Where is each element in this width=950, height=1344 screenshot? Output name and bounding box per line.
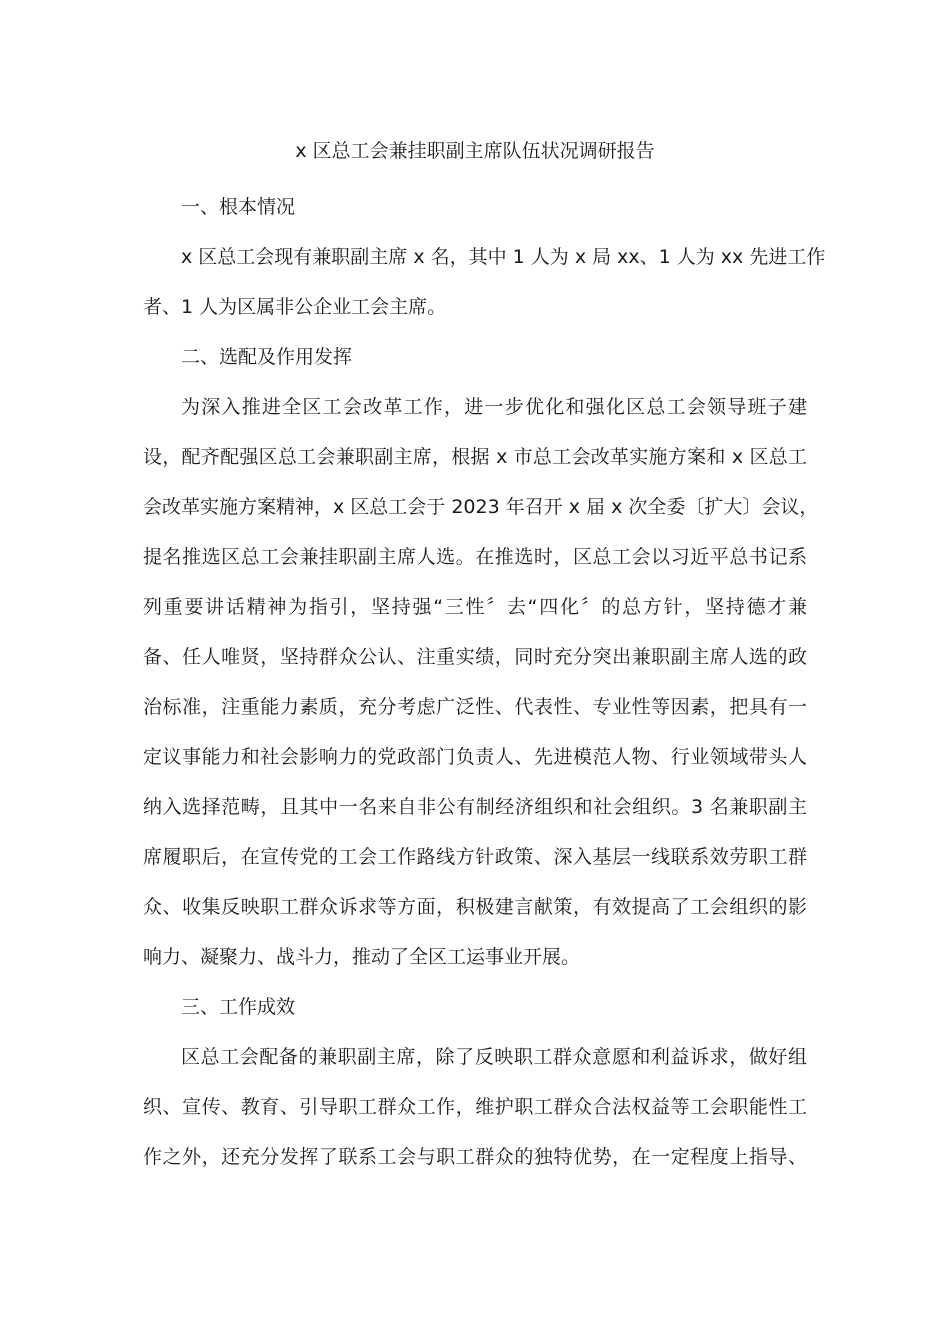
section-heading-3: 三、工作成效 — [181, 996, 296, 1018]
document-title: x 区总工会兼挂职副主席队伍状况调研报告 — [295, 140, 655, 162]
paragraph-line: 席履职后，在宣传党的工会工作路线方针政策、深入基层一线联系效劳职工群 — [143, 846, 807, 868]
paragraph-line: 为深入推进全区工会改革工作，进一步优化和强化区总工会领导班子建 — [181, 396, 807, 418]
paragraph-line: 区总工会配备的兼职副主席，除了反映职工群众意愿和利益诉求，做好组 — [181, 1046, 807, 1068]
paragraph-line: 设，配齐配强区总工会兼职副主席，根据 x 市总工会改革实施方案和 x 区总工 — [143, 446, 807, 468]
paragraph-line: 者、1 人为区属非公企业工会主席。 — [143, 296, 447, 318]
section-paragraph-3 — [143, 1032, 807, 1182]
paragraph-line: 响力、凝聚力、战斗力，推动了全区工运事业开展。 — [143, 946, 581, 968]
paragraph-line: 作之外，还充分发挥了联系工会与职工群众的独特优势，在一定程度上指导、 — [143, 1146, 807, 1168]
section-heading-2: 二、选配及作用发挥 — [181, 346, 353, 368]
paragraph-line: 定议事能力和社会影响力的党政部门负责人、先进模范人物、行业领域带头人 — [143, 746, 807, 768]
paragraph-line: 备、任人唯贤，坚持群众公认、注重实绩，同时充分突出兼职副主席人选的政 — [143, 646, 807, 668]
section-heading-1: 一、根本情况 — [181, 196, 296, 218]
paragraph-line: 列重要讲话精神为指引，坚持强“三性〞去“四化〞的总方针，坚持德才兼 — [143, 596, 807, 618]
section-paragraph-2 — [143, 382, 819, 982]
document-page — [143, 132, 826, 1182]
paragraph-line: 提名推选区总工会兼挂职副主席人选。在推选时，区总工会以习近平总书记系 — [143, 546, 807, 568]
paragraph-line: x 区总工会现有兼职副主席 x 名，其中 1 人为 x 局 xx、1 人为 xx 先进工作 — [181, 246, 826, 268]
paragraph-line: 纳入选择范畴，且其中一名来自非公有制经济组织和社会组织。3 名兼职副主 — [143, 796, 807, 818]
paragraph-line: 治标准，注重能力素质，充分考虑广泛性、代表性、专业性等因素，把具有一 — [143, 696, 807, 718]
paragraph-line: 织、宣传、教育、引导职工群众工作，维护职工群众合法权益等工会职能性工 — [143, 1096, 807, 1118]
section-paragraph-1 — [143, 232, 826, 332]
paragraph-line: 会改革实施方案精神，x 区总工会于 2023 年召开 x 届 x 次全委〔扩大〕会议， — [143, 496, 819, 518]
paragraph-line: 众、收集反映职工群众诉求等方面，积极建言献策，有效提高了工会组织的影 — [143, 896, 807, 918]
